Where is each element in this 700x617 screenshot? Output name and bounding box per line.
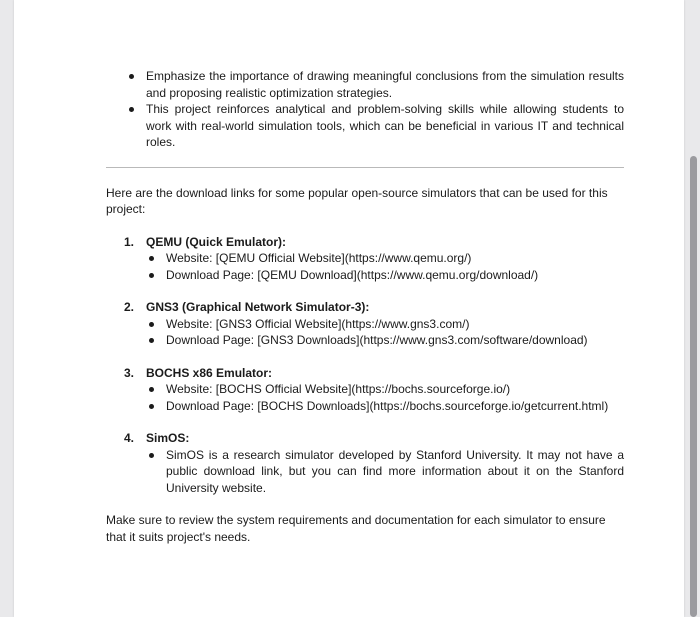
website-link[interactable]: Website: [GNS3 Official Website](https://www.gns3.com/) bbox=[146, 316, 624, 333]
intro-paragraph: Here are the download links for some popular open-source simulators that can be used for this project: bbox=[106, 185, 608, 216]
closing-paragraph: Make sure to review the system requirements and documentation for each simulator to ensure that it suits project's needs. bbox=[106, 513, 606, 544]
download-link[interactable]: Download Page: [GNS3 Downloads](https://www.gns3.com/software/download) bbox=[146, 332, 624, 349]
item-number: 3. bbox=[124, 365, 135, 380]
item-number: 2. bbox=[124, 300, 135, 314]
simulator-item-simos bbox=[106, 430, 624, 496]
simulator-item-gns3 bbox=[106, 299, 624, 349]
item-number: 1. bbox=[124, 234, 135, 249]
simulator-title: GNS3 (Graphical Network Simulator-3): bbox=[146, 300, 370, 314]
objectives-list bbox=[106, 68, 624, 151]
item-number: 4. bbox=[124, 431, 135, 445]
simulator-title: QEMU (Quick Emulator): bbox=[146, 234, 287, 249]
link-list bbox=[146, 381, 624, 414]
detail-list bbox=[146, 447, 624, 497]
simulator-item-bochs bbox=[106, 365, 624, 415]
link-list bbox=[146, 316, 624, 349]
website-link[interactable]: Website: [QEMU Official Website](https://www.qemu.org/) bbox=[146, 250, 624, 267]
document-content bbox=[106, 68, 624, 545]
simulator-title: BOCHS x86 Emulator: bbox=[146, 365, 273, 380]
download-link[interactable]: Download Page: [BOCHS Downloads](https://bochs.sourceforge.io/getcurrent.html) bbox=[146, 398, 624, 415]
list-item: This project reinforces analytical and problem-solving skills while allowing students to work with real-world simulation tools, which can be beneficial in various IT and technical roles. bbox=[106, 101, 624, 151]
website-link[interactable]: Website: [BOCHS Official Website](https://bochs.sourceforge.io/) bbox=[146, 381, 624, 398]
download-link[interactable]: Download Page: [QEMU Download](https://www.qemu.org/download/) bbox=[146, 267, 624, 284]
document-page bbox=[14, 0, 684, 617]
simulator-title: SimOS: bbox=[146, 431, 190, 445]
list-item: Emphasize the importance of drawing meaningful conclusions from the simulation results and proposing realistic optimization strategies. bbox=[106, 68, 624, 101]
horizontal-divider bbox=[106, 167, 624, 168]
vertical-scrollbar[interactable] bbox=[690, 156, 697, 617]
simulator-list bbox=[106, 234, 624, 497]
simos-description: SimOS is a research simulator developed by Stanford University. It may not have a public download link, but you can find more information about it on the Stanford University website. bbox=[146, 447, 624, 497]
simulator-item-qemu bbox=[106, 234, 624, 284]
link-list bbox=[146, 250, 624, 283]
